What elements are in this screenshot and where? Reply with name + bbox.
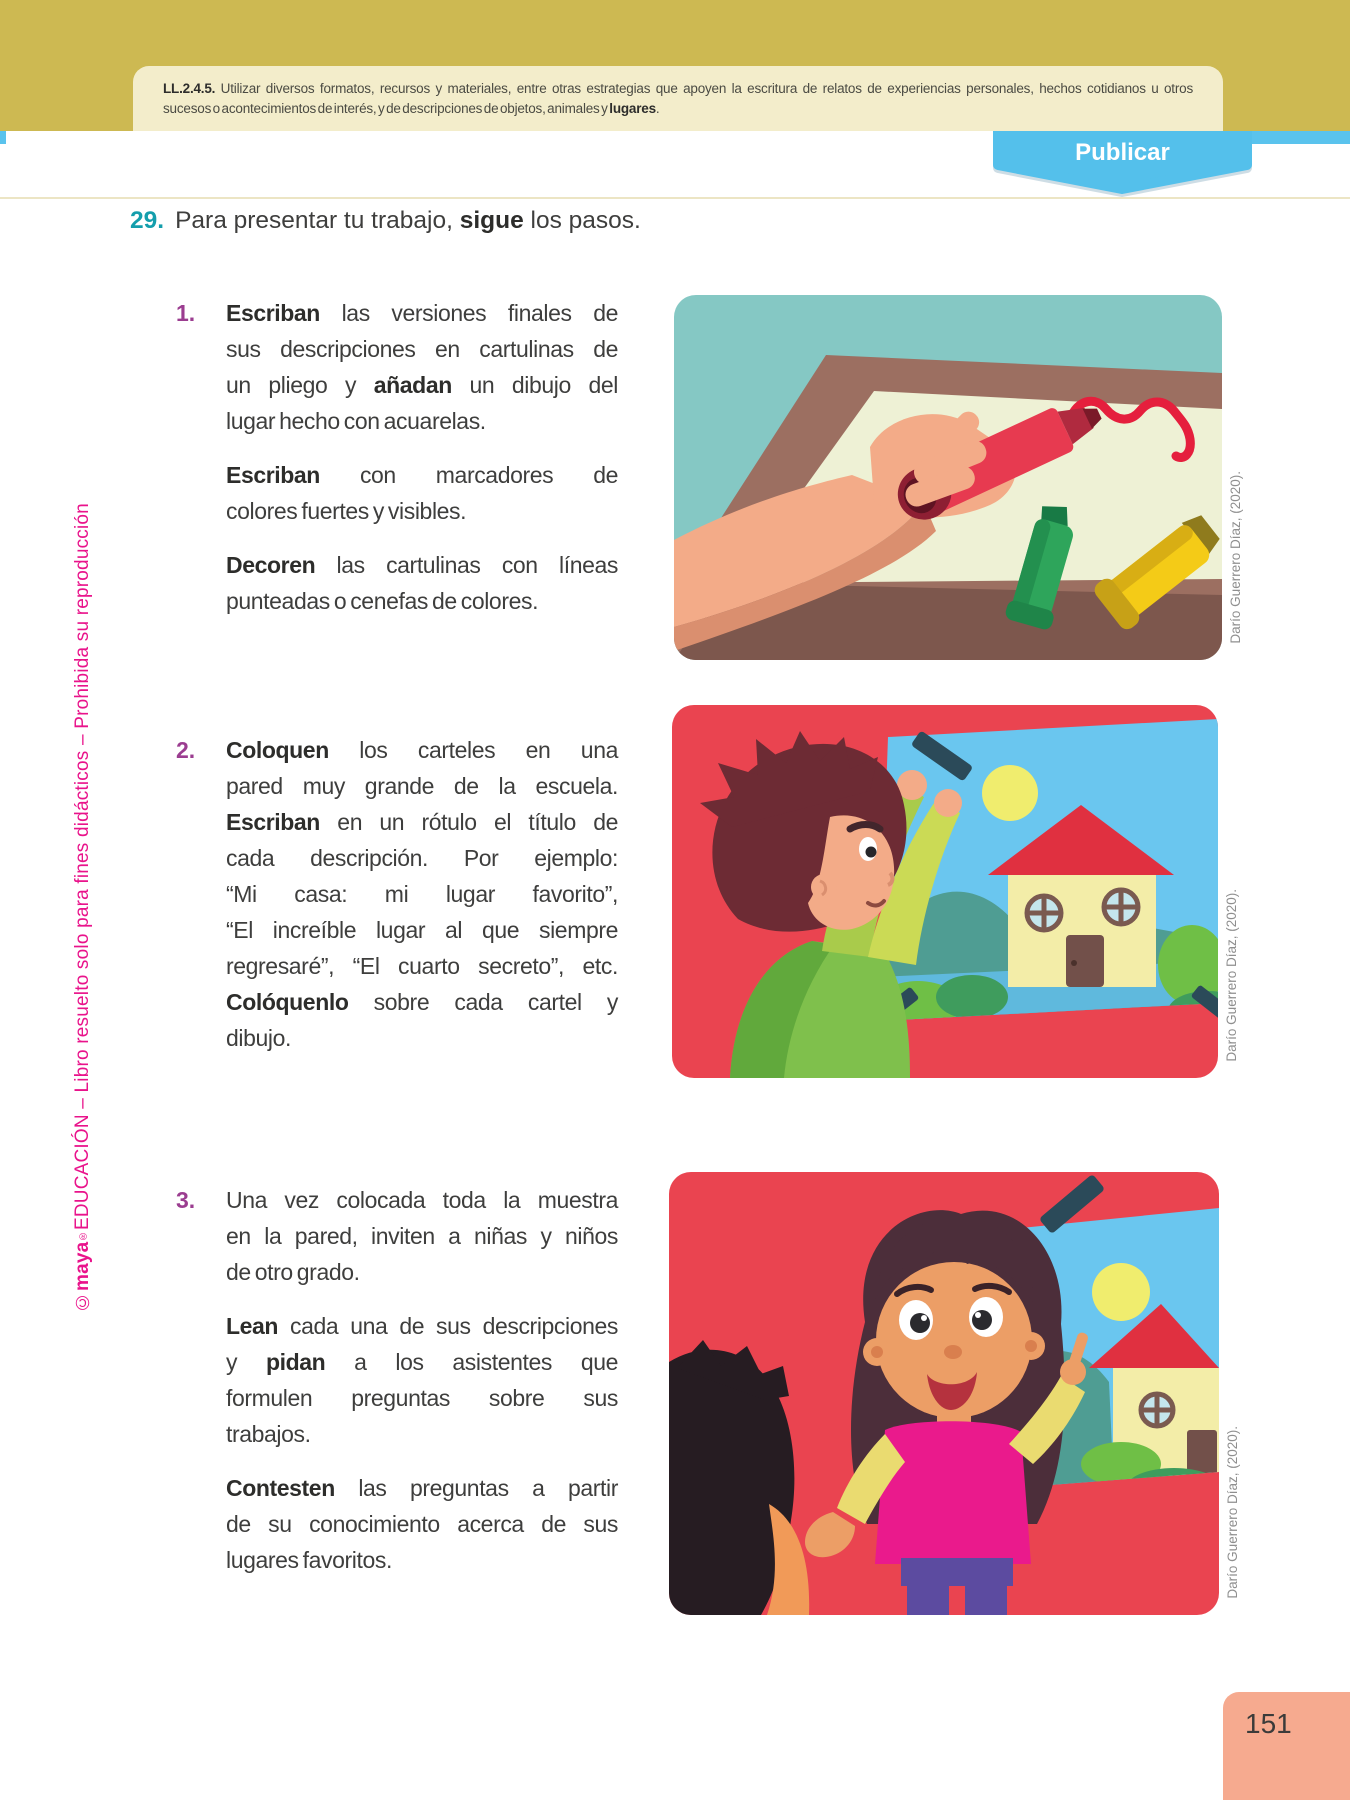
house-door (1066, 935, 1104, 987)
ribbon-label: Publicar (1075, 139, 1170, 166)
step-2-text (226, 732, 618, 1074)
figure-3-credit: Darío Guerrero Díaz, (2020). (1225, 1426, 1240, 1599)
illustration-boy-poster (672, 705, 1218, 1078)
task-number: 29. (130, 207, 165, 234)
task-title: Para presentar tu trabajo, sigue los pasos. (175, 207, 641, 234)
page-number: 151 (1245, 1708, 1292, 1739)
step-2-paragraph-1: Coloquen los carteles en una pared muy grande de la escuela. Escriban en un rótulo el título de cada descripción. Por ejemplo: “Mi casa: mi lugar favorito”, “El increíble lugar al que siempre regresaré”, “El cuarto secreto”, etc. Colóquenlo sobre cada cartel y dibujo. (226, 737, 618, 1051)
figure-writing-markers (674, 295, 1243, 660)
header-gold-band (0, 0, 1350, 131)
header-divider-line (0, 197, 1350, 199)
sidebar-copyright-text: © maya ® EDUCACIÓN – Libro resuelto solo para fines didácticos – Prohibida su reproducción (72, 503, 93, 1312)
step-1-number: 1. (176, 300, 196, 326)
step-3-text (226, 1182, 618, 1596)
sun-icon (982, 765, 1038, 821)
step-1-paragraph-3: Decoren las cartulinas con líneas punteadas o cenefas de colores. (226, 552, 618, 614)
section-ribbon-publicar (993, 131, 1252, 195)
step-2-number: 2. (176, 737, 196, 763)
blue-accent-bar-left (0, 131, 6, 144)
step-1-text (226, 295, 618, 637)
illustration-hand-red-marker (674, 295, 1222, 660)
curriculum-standard-box: LL.2.4.5. Utilizar diversos formatos, recursos y materiales, entre otras estrategias que apoyen la escritura de relatos de experiencias personales, hechos cotidianos u otros sucesos o acontecimientos de interés, y de descripciones de objetos, animales y lugares. (133, 66, 1223, 131)
step-3-number: 3. (176, 1187, 196, 1213)
step-3-paragraph-1: Una vez colocada toda la muestra en la pared, inviten a niñas y niños de otro grado. (226, 1187, 618, 1285)
step-1-paragraph-2: Escriban con marcadores de colores fuertes y visibles. (226, 462, 618, 524)
page-number-box (1223, 1692, 1350, 1800)
illustration-girl-poster (669, 1172, 1219, 1615)
figure-girl-presenting (669, 1172, 1240, 1615)
figure-boy-hanging-poster (672, 705, 1239, 1078)
figure-1-credit: Darío Guerrero Díaz, (2020). (1228, 471, 1243, 644)
figure-2-credit: Darío Guerrero Díaz, (2020). (1224, 889, 1239, 1062)
sun-icon (1092, 1263, 1150, 1321)
blue-accent-bar-right (1252, 131, 1350, 144)
task-heading (130, 207, 641, 235)
step-3-paragraph-2: Lean cada una de sus descripciones y pidan a los asistentes que formulen preguntas sobre sus trabajos. (226, 1313, 618, 1447)
step-1-paragraph-1: Escriban las versiones finales de sus descripciones en cartulinas de un pliego y añadan un dibujo del lugar hecho con acuarelas. (226, 300, 619, 434)
step-3-paragraph-3: Contesten las preguntas a partir de su conocimiento acerca de sus lugares favoritos. (226, 1475, 618, 1573)
